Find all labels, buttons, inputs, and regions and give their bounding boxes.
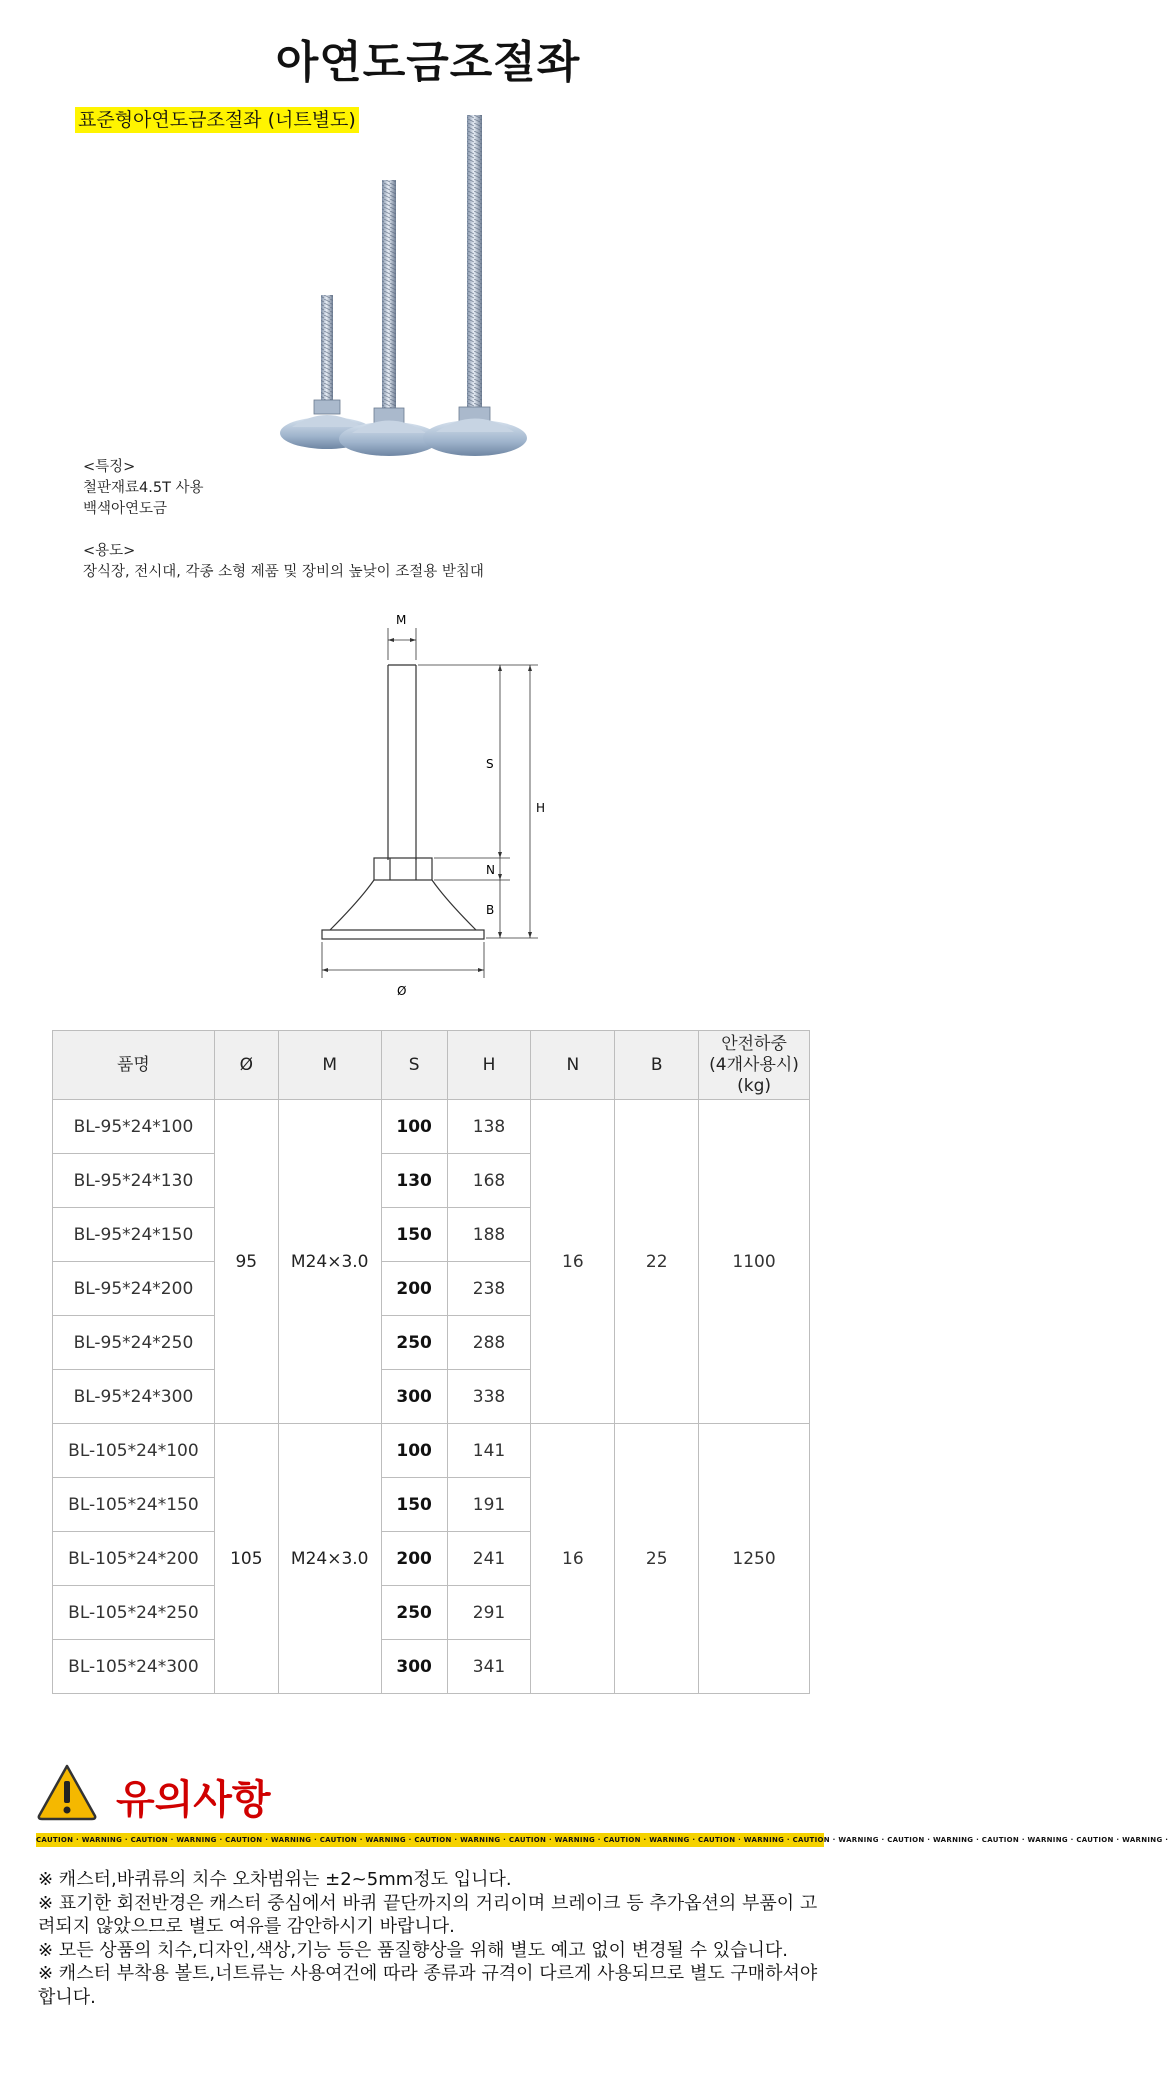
warning-triangle-icon (36, 1762, 98, 1822)
header-load: 안전하중 (4개사용시) (kg) (699, 1031, 810, 1100)
band-word: WARNING · (932, 1836, 982, 1844)
band-word: CAUTION · (130, 1836, 177, 1844)
band-word: WARNING · (743, 1836, 793, 1844)
table-row: BL-95*24*300 300 338 (53, 1370, 810, 1424)
table-row: BL-95*24*200 200 238 (53, 1262, 810, 1316)
label-b: B (486, 903, 495, 917)
band-word: CAUTION · (792, 1836, 839, 1844)
feature-line: 철판재료4.5T 사용 (83, 480, 204, 496)
band-word: WARNING · (365, 1836, 415, 1844)
table-row: BL-95*24*100 95 M24×3.0 100 138 16 22 1100 (53, 1100, 810, 1154)
label-n: N (486, 863, 495, 877)
page-title: 아연도금조절좌 (275, 37, 581, 88)
band-word: CAUTION · (981, 1836, 1028, 1844)
table-row: BL-105*24*250 250 291 (53, 1586, 810, 1640)
header-n: N (531, 1031, 615, 1100)
table-row: BL-95*24*150 150 188 (53, 1208, 810, 1262)
note-line: ※ 캐스터,바퀴류의 치수 오차범위는 ±2~5mm정도 입니다. (38, 1869, 512, 1890)
band-word: CAUTION · (698, 1836, 744, 1844)
band-word: WARNING · (1122, 1836, 1168, 1844)
header-h: H (447, 1031, 531, 1100)
band-word: CAUTION · (603, 1836, 650, 1844)
note-line: ※ 캐스터 부착용 볼트,너트류는 사용여건에 따라 종류과 규격이 다르게 사용되므로 별도 구매하셔야 합니다. (38, 1963, 818, 2008)
usage-heading: <용도> (83, 543, 136, 559)
note-line: ※ 표기한 회전반경은 캐스터 중심에서 바퀴 끝단까지의 거리이며 브레이크 등 추가옵션의 부품이 고려되지 않았으므로 별도 여유를 감안하시기 바랍니다. (38, 1892, 818, 1937)
table-row: BL-105*24*200 200 241 (53, 1532, 810, 1586)
table-row: BL-95*24*250 250 288 (53, 1316, 810, 1370)
caution-warning-band (36, 1833, 1168, 1847)
band-word: WARNING · (649, 1836, 699, 1844)
band-word: CAUTION · (319, 1836, 366, 1844)
note-line: ※ 모든 상품의 치수,디자인,색상,기능 등은 품질향상을 위해 별도 예고 없이 변경될 수 있습니다. (38, 1939, 788, 1961)
label-m: M (396, 613, 407, 627)
band-word: WARNING · (270, 1836, 320, 1844)
product-subtitle: 표준형아연도금조절좌 (너트별도) (75, 107, 359, 133)
band-word: WARNING · (176, 1836, 226, 1844)
header-name: 품명 (53, 1031, 215, 1100)
band-word: WARNING · (554, 1836, 604, 1844)
band-word: CAUTION · (887, 1836, 933, 1844)
header-b: B (615, 1031, 699, 1100)
table-row: BL-95*24*130 130 168 (53, 1154, 810, 1208)
band-word: CAUTION · (414, 1836, 461, 1844)
dimension-drawing (300, 600, 590, 1010)
caution-notes (38, 1868, 828, 2009)
band-word: CAUTION · (508, 1836, 555, 1844)
usage-line: 장식장, 전시대, 각종 소형 제품 및 장비의 높낮이 조절용 받침대 (83, 564, 484, 580)
header-m: M (278, 1031, 381, 1100)
header-s: S (381, 1031, 447, 1100)
header-diameter: Ø (214, 1031, 278, 1100)
label-diameter: Ø (397, 984, 407, 998)
band-word: CAUTION · (225, 1836, 271, 1844)
band-word: CAUTION · (1076, 1836, 1123, 1844)
band-word: WARNING · (1027, 1836, 1077, 1844)
features-section (83, 457, 484, 583)
caution-title: 유의사항 (116, 1777, 271, 1823)
label-h: H (536, 801, 546, 815)
table-row: BL-105*24*300 300 341 (53, 1640, 810, 1694)
label-s: S (486, 757, 494, 771)
band-word: WARNING · (460, 1836, 509, 1844)
band-word: CAUTION · (36, 1836, 82, 1844)
table-row: BL-105*24*150 150 191 (53, 1478, 810, 1532)
table-row: BL-105*24*100 105 M24×3.0 100 141 16 25 1250 (53, 1424, 810, 1478)
band-word: WARNING · (838, 1836, 888, 1844)
table-header-row (53, 1031, 810, 1100)
spec-table (52, 1030, 810, 1694)
band-word: WARNING · (81, 1836, 131, 1844)
product-photo (270, 115, 600, 455)
feature-line: 백색아연도금 (83, 501, 168, 517)
features-heading: <특징> (83, 459, 136, 475)
